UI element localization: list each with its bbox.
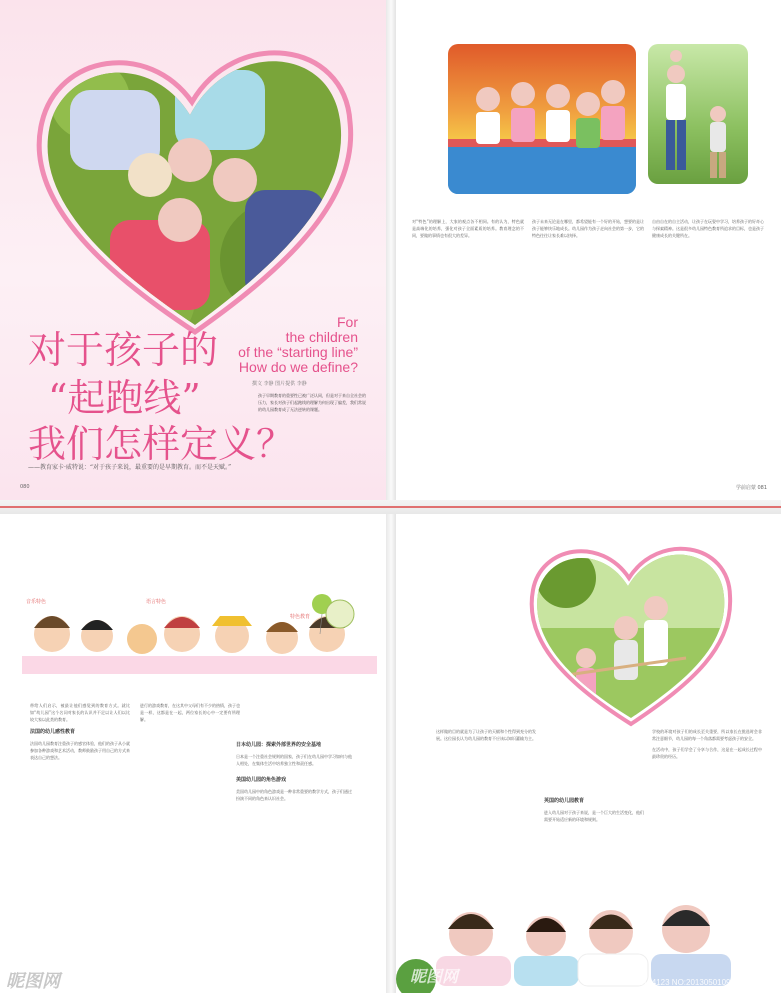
- right-page-top: [396, 0, 781, 500]
- right-page-bottom: [396, 514, 781, 993]
- title-cn-line1: 对于孩子的: [28, 328, 219, 372]
- left-page-top: [0, 0, 386, 500]
- image-id-stamp: ID:2184123 NO:20130501092130002338: [628, 978, 775, 987]
- banner-label-special: 特色教育: [290, 614, 311, 620]
- watermark-block: [0, 967, 120, 993]
- text-column-3: [652, 218, 764, 480]
- heading-usa: 美国幼儿园的角色游戏: [236, 777, 287, 783]
- b-col2-p1: 进行的游戏教育，在这其中父母们有不少的热情，孩子也是一样，这都是在一起，两位家长的心中一定要有所理解。: [140, 703, 240, 722]
- b-col2-p2: 日本是一个注重社会规则的国家，孩子们在幼儿园中学习如何与他人相处，在集体生活中培养独立性和责任感。: [236, 754, 352, 766]
- banner-label-language: 语言特色: [146, 599, 167, 605]
- heart-photo-kids-lying-grass: [30, 40, 360, 340]
- b-col3-p2: 进入幼儿园对于孩子来说，是一个巨大的生活变化，他们需要开始适应新的环境和规则。: [544, 810, 644, 822]
- title-en: [238, 315, 358, 375]
- heading-japan: 日本幼儿园：探索外部世界的安全基地: [236, 742, 322, 748]
- page-footer-right: [736, 484, 767, 491]
- heading-uk: 英国的幼儿园教育: [544, 798, 585, 804]
- photo-father-child: [648, 44, 748, 184]
- section-label: 学前启蒙: [735, 485, 756, 491]
- title-en-line3: of the “starting line”: [238, 344, 358, 360]
- heading-france: 法国的幼儿感性教育: [30, 729, 76, 735]
- title-en-line2: the children: [285, 329, 358, 345]
- text-column-b4: [436, 728, 536, 878]
- intro-paragraph: 孩子早期教育的重要性已被广泛认同，但是对于来自全社会的压力，家长对孩子们起跑线的理解为何出现了偏差，我们常说的幼儿园教育成了无法逆转的课题。: [258, 393, 366, 412]
- b-col1-p1: 带给人们启示，被最让他们感觉到的教育方式。就比如“幼儿园”这个名词对家长的认识并不足以让人们以比较大家以此类的教育。: [30, 703, 130, 722]
- text-column-2: [532, 218, 644, 480]
- divider-line: [0, 506, 781, 508]
- text-column-b5: [544, 728, 644, 878]
- text-column-1: [412, 218, 524, 480]
- title-cn-line3: 我们怎样定义？: [28, 422, 295, 466]
- col2-text: 孩子未来无论是在哪里，都希望能有一个好的开始，想要的是让孩子能够快乐地成长。幼儿园作为孩子走向社会的第一步，它的特色往往让家长难以抉择。: [532, 219, 644, 238]
- title-en-line1: For: [337, 314, 358, 330]
- byline: 撰文 李静 图片提供 李静: [252, 381, 307, 387]
- text-column-b6: [652, 728, 762, 878]
- father-child-illustration: [648, 44, 748, 184]
- heart-photo-family-tug: [526, 538, 736, 728]
- text-column-b1: [30, 702, 130, 982]
- title-cn-line2: “起跑线”: [48, 376, 201, 420]
- spread-divider: [0, 500, 781, 514]
- text-column-b3: [236, 702, 352, 982]
- b-col1-p2: 法国幼儿园教育注重孩子的感官体验，他们的孩子从小就参加各种游戏和艺术活动，教师鼓励孩子用自己的方式来表达自己的想法。: [30, 741, 130, 760]
- banner-label-music: 音乐特色: [26, 599, 47, 605]
- text-column-b2: [140, 702, 240, 982]
- photo-kids-lying-front: [396, 874, 781, 993]
- b-col2-p3: 美国幼儿园中的角色游戏是一种非常重要的教学方式，孩子们通过扮演不同的角色来认识社会。: [236, 789, 352, 801]
- col3-text: 自由自在的自主活动，让孩子在玩耍中学习，培养孩子的好奇心与探索精神。这是很多幼儿园特色教育所追求的目标，也是孩子健康成长的关键所在。: [652, 219, 764, 238]
- photo-kids-on-bench: [448, 44, 636, 194]
- b-col3-p1: 这样做的目的就是为了让孩子的天赋和个性得到充分的发展。这位园长认为幼儿园的教育不应该以知识灌输为主。: [436, 729, 536, 741]
- gutter-bottom: [386, 514, 396, 993]
- b-col4-p2: 在活动中，孩子们学会了分享与合作，这是在一起成长过程中最珍贵的经历。: [652, 747, 762, 759]
- page-number-right: 081: [757, 485, 767, 491]
- spread-bottom: [0, 514, 781, 993]
- gutter-top: [386, 0, 396, 500]
- left-page-bottom: [0, 514, 386, 993]
- watermark-logo: 昵图网: [410, 969, 459, 986]
- b-col4-p1: 学校的环境对孩子们的成长至关重要，所以家长在挑选时会非常注意细节，幼儿园的每一个角落都需要考虑孩子的安全。: [652, 729, 762, 741]
- col1-text: 对“特色”的理解上，大家的观点各不相同。有的认为，特色就是高端化的培养，强化对孩子全面素质的培养。教育理念的不同，要做的事情也有很大的差异。: [412, 219, 524, 238]
- title-en-line4: How do we define?: [238, 359, 358, 375]
- quote: ——教育家卡·威特说：“对于孩子来说，最重要的是早期教育。而不是天赋。”: [28, 464, 232, 471]
- kids-bench-illustration: [448, 44, 636, 194]
- watermark-text: 昵图网: [6, 971, 60, 991]
- page-number-left: 080: [20, 484, 30, 490]
- cartoon-kids-banner: [22, 594, 382, 674]
- kids-lying-illustration: [396, 874, 781, 993]
